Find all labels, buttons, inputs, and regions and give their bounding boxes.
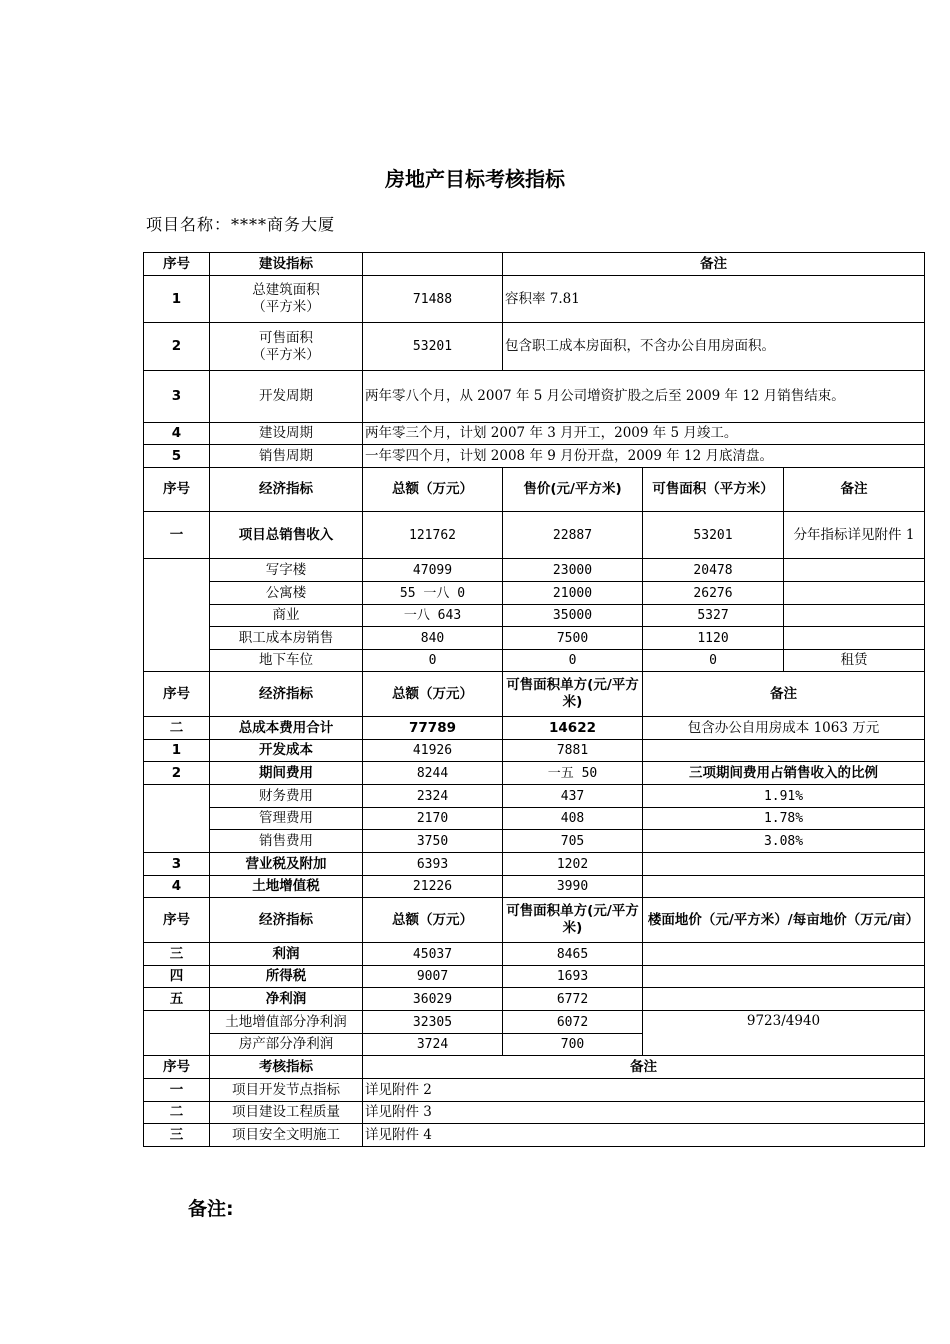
empty-cell: [144, 1011, 210, 1056]
project-name: 项目名称：****商务大厦: [146, 215, 336, 234]
note-cell: 三项期间费用占销售收入的比例: [643, 762, 925, 785]
note-cell: 分年指标详见附件 1: [784, 512, 925, 559]
header-cell: 总额（万元）: [363, 898, 503, 943]
table-header-row: [144, 1056, 925, 1079]
table-row: [144, 445, 925, 468]
header-cell: 经济指标: [210, 672, 363, 717]
header-cell: 可售面积单方(元/平方米): [503, 898, 643, 943]
area-cell: 26276: [643, 582, 784, 605]
amount-cell: 47099: [363, 559, 503, 582]
name-line: （平方米）: [252, 299, 320, 315]
unit-cell: 437: [503, 785, 643, 808]
note-cell: 详见附件 2: [363, 1079, 925, 1102]
header-cell: 备注: [784, 468, 925, 512]
indicator-value: 53201: [363, 323, 503, 371]
indicator-name: 净利润: [210, 988, 363, 1011]
indicator-value: 71488: [363, 276, 503, 323]
row-number: 二: [144, 717, 210, 740]
note-cell: [643, 988, 925, 1011]
table-header-row: [144, 253, 925, 276]
table-row: [144, 853, 925, 876]
row-number: 一: [144, 512, 210, 559]
indicator-name: 销售周期: [210, 445, 363, 468]
indicator-name: 土地增值税: [210, 876, 363, 898]
table-row: [144, 323, 925, 371]
unit-cell: 3990: [503, 876, 643, 898]
row-number: 5: [144, 445, 210, 468]
area-cell: 1120: [643, 627, 784, 650]
indicator-name: 项目开发节点指标: [210, 1079, 363, 1102]
unit-cell: 一五 50: [503, 762, 643, 785]
amount-cell: 一八 643: [363, 605, 503, 627]
table-row: [144, 371, 925, 423]
note-cell: [643, 943, 925, 966]
amount-cell: 41926: [363, 740, 503, 762]
indicator-name: 总成本费用合计: [210, 717, 363, 740]
header-cell: 经济指标: [210, 898, 363, 943]
amount-cell: 840: [363, 627, 503, 650]
price-cell: 0: [503, 650, 643, 672]
table-row: [144, 1102, 925, 1124]
indicator-name: 期间费用: [210, 762, 363, 785]
header-cell: 备注: [363, 1056, 925, 1079]
note-cell: 详见附件 3: [363, 1102, 925, 1124]
amount-cell: 9007: [363, 966, 503, 988]
indicator-name: [210, 276, 363, 323]
table-header-row: [144, 468, 925, 512]
table-row: [144, 276, 925, 323]
header-cell: 考核指标: [210, 1056, 363, 1079]
amount-cell: 55 一八 0: [363, 582, 503, 605]
table-row: [144, 582, 925, 605]
land-price-cell: 9723/4940: [643, 1011, 925, 1056]
indicator-note: 两年零八个月，从 2007 年 5 月公司增资扩股之后至 2009 年 12 月销售结束。: [363, 371, 925, 423]
indicator-name: 开发成本: [210, 740, 363, 762]
note-cell: [784, 627, 925, 650]
row-number: 4: [144, 876, 210, 898]
price-cell: 21000: [503, 582, 643, 605]
table-row: [144, 762, 925, 785]
price-cell: 7500: [503, 627, 643, 650]
amount-cell: 77789: [363, 717, 503, 740]
ratio-cell: 1.78%: [643, 808, 925, 830]
area-cell: 0: [643, 650, 784, 672]
indicator-name: 所得税: [210, 966, 363, 988]
note-cell: [643, 740, 925, 762]
indicator-table: [143, 252, 925, 1147]
note-cell: 详见附件 4: [363, 1124, 925, 1147]
name-line: （平方米）: [252, 346, 320, 363]
table-row: [144, 966, 925, 988]
amount-cell: 0: [363, 650, 503, 672]
header-cell: [363, 253, 503, 276]
note-cell: 租赁: [784, 650, 925, 672]
amount-cell: 3750: [363, 830, 503, 853]
table-row: [144, 943, 925, 966]
header-cell: 楼面地价（元/平方米）/每亩地价（万元/亩）: [643, 898, 925, 943]
table-row: [144, 627, 925, 650]
indicator-note: 容积率 7.81: [503, 276, 925, 323]
table-header-row: [144, 672, 925, 717]
header-cell: 备注: [503, 253, 925, 276]
unit-cell: 14622: [503, 717, 643, 740]
unit-cell: 705: [503, 830, 643, 853]
price-cell: 22887: [503, 512, 643, 559]
unit-cell: 408: [503, 808, 643, 830]
header-cell: 售价(元/平方米): [503, 468, 643, 512]
note-cell: [784, 559, 925, 582]
indicator-name: 销售费用: [210, 830, 363, 853]
ratio-cell: 3.08%: [643, 830, 925, 853]
table-row: [144, 512, 925, 559]
empty-cell: [144, 785, 210, 853]
header-cell: 序号: [144, 672, 210, 717]
row-number: 4: [144, 423, 210, 445]
row-number: 四: [144, 966, 210, 988]
header-cell: 可售面积单方(元/平方米): [503, 672, 643, 717]
note-cell: [784, 582, 925, 605]
table-row: [144, 717, 925, 740]
table-row: [144, 423, 925, 445]
table-row: [144, 650, 925, 672]
table-row: [144, 876, 925, 898]
note-cell: [643, 853, 925, 876]
amount-cell: 32305: [363, 1011, 503, 1034]
table-row: [144, 1011, 925, 1034]
note-cell: [643, 876, 925, 898]
amount-cell: 2170: [363, 808, 503, 830]
area-cell: 5327: [643, 605, 784, 627]
row-number: 2: [144, 762, 210, 785]
row-number: 1: [144, 276, 210, 323]
table-row: [144, 785, 925, 808]
header-cell: 建设指标: [210, 253, 363, 276]
page-title: 房地产目标考核指标: [385, 167, 565, 191]
row-number: 2: [144, 323, 210, 371]
amount-cell: 6393: [363, 853, 503, 876]
indicator-note: 两年零三个月，计划 2007 年 3 月开工，2009 年 5 月竣工。: [363, 423, 925, 445]
note-cell: [643, 966, 925, 988]
note-cell: [784, 605, 925, 627]
indicator-name: [210, 323, 363, 371]
amount-cell: 2324: [363, 785, 503, 808]
note-cell: 包含办公自用房成本 1063 万元: [643, 717, 925, 740]
indicator-name: 房产部分净利润: [210, 1034, 363, 1056]
table-row: [144, 559, 925, 582]
remark-label: 备注:: [188, 1198, 234, 1220]
indicator-name: 职工成本房销售: [210, 627, 363, 650]
name-line: 可售面积: [259, 329, 313, 346]
empty-cell: [144, 559, 210, 672]
indicator-name: 开发周期: [210, 371, 363, 423]
table-row: [144, 740, 925, 762]
unit-cell: 6072: [503, 1011, 643, 1034]
header-cell: 总额（万元）: [363, 468, 503, 512]
amount-cell: 3724: [363, 1034, 503, 1056]
row-number: 二: [144, 1102, 210, 1124]
unit-cell: 1693: [503, 966, 643, 988]
unit-cell: 7881: [503, 740, 643, 762]
header-cell: 序号: [144, 468, 210, 512]
indicator-name: 建设周期: [210, 423, 363, 445]
indicator-name: 项目建设工程质量: [210, 1102, 363, 1124]
header-cell: 序号: [144, 1056, 210, 1079]
table-header-row: [144, 898, 925, 943]
table-row: [144, 988, 925, 1011]
table-row: [144, 605, 925, 627]
indicator-name: 商业: [210, 605, 363, 627]
table-row: [144, 1079, 925, 1102]
indicator-name: 项目安全文明施工: [210, 1124, 363, 1147]
amount-cell: 36029: [363, 988, 503, 1011]
unit-cell: 700: [503, 1034, 643, 1056]
price-cell: 23000: [503, 559, 643, 582]
header-cell: 备注: [643, 672, 925, 717]
indicator-name: 写字楼: [210, 559, 363, 582]
indicator-name: 项目总销售收入: [210, 512, 363, 559]
header-cell: 可售面积（平方米）: [643, 468, 784, 512]
area-cell: 20478: [643, 559, 784, 582]
header-cell: 经济指标: [210, 468, 363, 512]
row-number: 五: [144, 988, 210, 1011]
table-row: [144, 830, 925, 853]
row-number: 三: [144, 943, 210, 966]
header-cell: 序号: [144, 898, 210, 943]
name-line: 总建筑面积: [252, 282, 320, 298]
row-number: 一: [144, 1079, 210, 1102]
row-number: 1: [144, 740, 210, 762]
header-cell: 序号: [144, 253, 210, 276]
amount-cell: 45037: [363, 943, 503, 966]
indicator-note: 包含职工成本房面积，不含办公自用房面积。: [503, 323, 925, 371]
unit-cell: 1202: [503, 853, 643, 876]
amount-cell: 8244: [363, 762, 503, 785]
price-cell: 35000: [503, 605, 643, 627]
indicator-name: 地下车位: [210, 650, 363, 672]
amount-cell: 21226: [363, 876, 503, 898]
unit-cell: 8465: [503, 943, 643, 966]
indicator-name: 营业税及附加: [210, 853, 363, 876]
indicator-name: 利润: [210, 943, 363, 966]
table-row: [144, 1124, 925, 1147]
indicator-name: 土地增值部分净利润: [210, 1011, 363, 1034]
indicator-name: 管理费用: [210, 808, 363, 830]
row-number: 3: [144, 371, 210, 423]
indicator-note: 一年零四个月，计划 2008 年 9 月份开盘，2009 年 12 月底清盘。: [363, 445, 925, 468]
unit-cell: 6772: [503, 988, 643, 1011]
row-number: 3: [144, 853, 210, 876]
indicator-name: 财务费用: [210, 785, 363, 808]
header-cell: 总额（万元）: [363, 672, 503, 717]
indicator-name: 公寓楼: [210, 582, 363, 605]
row-number: 三: [144, 1124, 210, 1147]
amount-cell: 121762: [363, 512, 503, 559]
ratio-cell: 1.91%: [643, 785, 925, 808]
table-row: [144, 808, 925, 830]
area-cell: 53201: [643, 512, 784, 559]
